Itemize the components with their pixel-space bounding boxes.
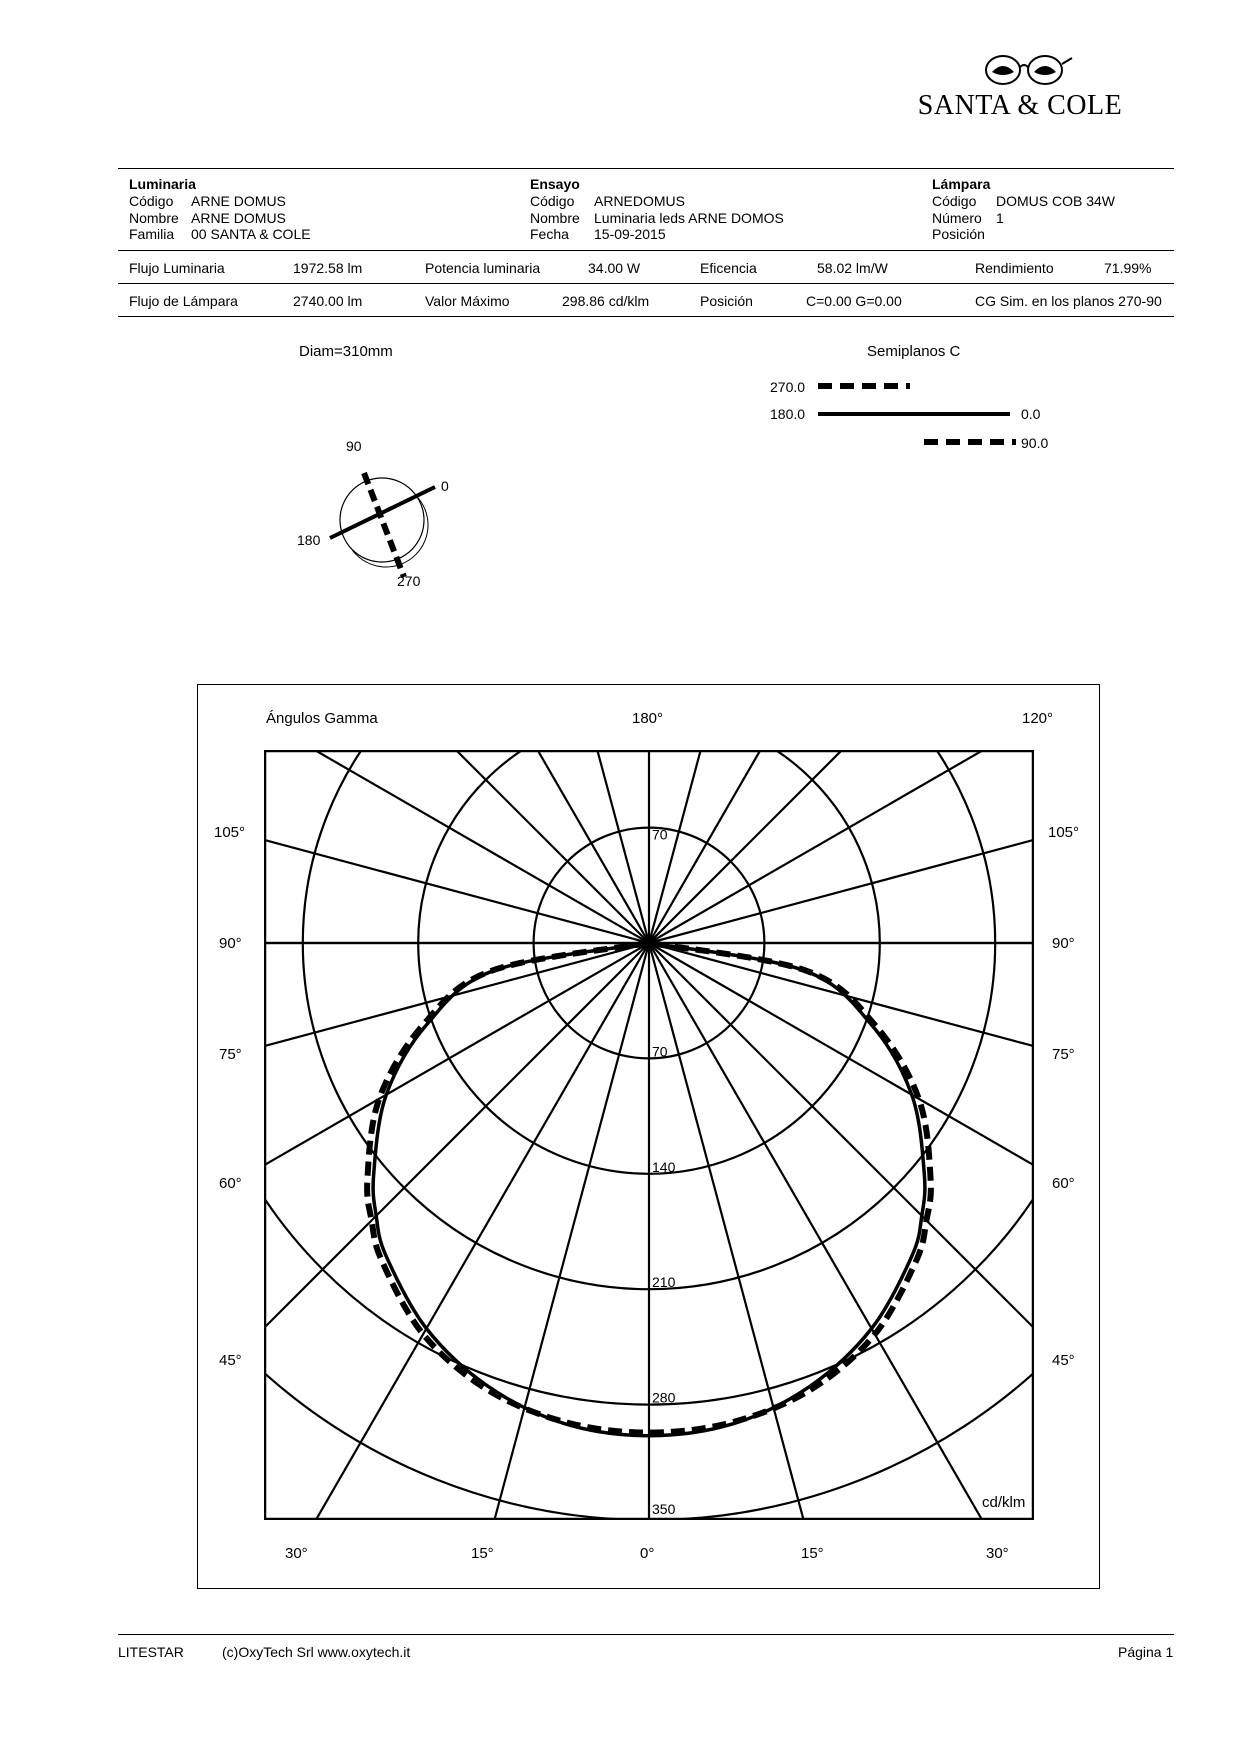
footer-page: Página 1: [1118, 1644, 1174, 1660]
rendimiento-value: 71.99%: [1104, 260, 1152, 276]
header-rule-top: [118, 168, 1174, 169]
header-rule-bottom: [118, 316, 1174, 317]
ensayo-fecha-label: Fecha: [530, 226, 569, 242]
posicion-label: Posición: [700, 293, 753, 309]
luminaria-codigo: ARNE DOMUS: [191, 193, 286, 209]
radial-tick-label: 280: [652, 1389, 676, 1406]
simetria-text: CG Sim. en los planos 270-90: [975, 293, 1162, 309]
semiplanos-legend-lines: [810, 378, 1050, 448]
glasses-logo-icon: [900, 48, 1140, 93]
lampara-codigo-label: Código: [932, 193, 977, 209]
polar-grid: [264, 750, 1034, 1520]
mini-orientation-diagram: [290, 435, 490, 595]
ensayo-heading: Ensayo: [530, 176, 580, 192]
grid-spoke: [649, 750, 1034, 943]
legend-label-90: 90.0: [1021, 435, 1049, 451]
lampara-numero-label: Número: [932, 210, 982, 226]
angle-label-right-90: 90°: [1052, 935, 1075, 952]
diam-label: Diam=310mm: [299, 343, 393, 360]
header-rule-mid2: [118, 283, 1174, 284]
ensayo-nombre: Luminaria leds ARNE DOMOS: [594, 210, 784, 226]
angle-label-right-60: 60°: [1052, 1175, 1075, 1192]
footer-credit: (c)OxyTech Srl www.oxytech.it: [222, 1644, 411, 1660]
angle-label-left-45: 45°: [219, 1352, 242, 1369]
grid-spoke: [264, 943, 649, 1305]
angle-label-left-75: 75°: [219, 1046, 242, 1063]
brand-name: SANTA & COLE: [917, 90, 1123, 121]
lampara-numero: 1: [996, 210, 1004, 226]
radial-tick-label-upper: 70: [652, 826, 668, 843]
angle-label-left-60: 60°: [219, 1175, 242, 1192]
valor-maximo-label: Valor Máximo: [425, 293, 510, 309]
ensayo-codigo: ARNEDOMUS: [594, 193, 686, 209]
ensayo-codigo-label: Código: [530, 193, 575, 209]
grid-spoke: [649, 750, 1011, 943]
grid-spoke: [649, 750, 1034, 943]
angle-label-bottom-30-right: 30°: [986, 1545, 1009, 1562]
brand-logo: [900, 48, 1140, 128]
angle-label-bottom-0: 0°: [640, 1545, 655, 1562]
mini-circle: [340, 478, 424, 562]
flujo-luminaria-value: 1972.58 lm: [293, 260, 363, 276]
posicion-value: C=0.00 G=0.00: [806, 293, 902, 309]
angle-label-left-90: 90°: [219, 935, 242, 952]
flujo-luminaria-label: Flujo Luminaria: [129, 260, 225, 276]
grid-spoke: [264, 750, 649, 943]
lampara-codigo: DOMUS COB 34W: [996, 193, 1116, 209]
footer-app: LITESTAR: [118, 1644, 184, 1660]
ensayo-nombre-label: Nombre: [530, 210, 580, 226]
grid-spoke: [287, 943, 649, 1520]
eficiencia-value: 58.02 lm/W: [817, 260, 888, 276]
grid-spoke: [264, 750, 649, 943]
mini-label-0: 0: [441, 478, 449, 494]
eficiencia-label: Eficencia: [700, 260, 757, 276]
semiplanos-title: Semiplanos C: [867, 343, 961, 360]
luminaria-nombre-label: Nombre: [129, 210, 179, 226]
angle-label-bottom-15-right: 15°: [801, 1545, 824, 1562]
luminaria-familia-label: Familia: [129, 226, 175, 242]
grid-spoke: [649, 750, 1034, 943]
flujo-lampara-label: Flujo de Lámpara: [129, 293, 238, 309]
angle-label-left-105: 105°: [214, 824, 246, 841]
luminaria-codigo-label: Código: [129, 193, 174, 209]
legend-label-270: 270.0: [770, 379, 806, 395]
footer-rule: [118, 1634, 1174, 1635]
radial-tick-label: 210: [652, 1274, 676, 1291]
chart-title: Ángulos Gamma: [266, 710, 378, 727]
angle-label-top-120: 120°: [1022, 710, 1054, 727]
lampara-heading: Lámpara: [932, 176, 991, 192]
mini-label-90: 90: [346, 438, 362, 454]
ensayo-fecha: 15-09-2015: [594, 226, 666, 242]
angle-label-bottom-30-left: 30°: [285, 1545, 308, 1562]
potencia-value: 34.00 W: [588, 260, 641, 276]
angle-label-top-180: 180°: [632, 710, 664, 727]
legend-label-180: 180.0: [770, 406, 806, 422]
angle-label-right-105: 105°: [1048, 824, 1080, 841]
radial-tick-label: 350: [652, 1501, 676, 1517]
polar-plot: [264, 750, 1034, 1520]
mini-label-270: 270: [397, 573, 421, 589]
angle-label-right-45: 45°: [1052, 1352, 1075, 1369]
luminaria-nombre: ARNE DOMUS: [191, 210, 286, 226]
angle-label-bottom-15-left: 15°: [471, 1545, 494, 1562]
grid-spoke: [649, 943, 1011, 1520]
grid-spoke: [264, 750, 649, 943]
grid-spoke: [287, 750, 649, 943]
potencia-label: Potencia luminaria: [425, 260, 541, 276]
grid-spoke: [649, 943, 1034, 1305]
grid-spoke: [649, 750, 1034, 943]
valor-maximo-value: 298.86 cd/klm: [562, 293, 650, 309]
grid-spoke: [264, 750, 649, 943]
rendimiento-label: Rendimiento: [975, 260, 1054, 276]
lampara-posicion-label: Posición: [932, 226, 985, 242]
radial-tick-label: 140: [652, 1158, 676, 1175]
angle-label-right-75: 75°: [1052, 1046, 1075, 1063]
chart-unit: cd/klm: [982, 1494, 1026, 1511]
luminaria-familia: 00 SANTA & COLE: [191, 226, 311, 242]
radial-tick-label: 70: [652, 1043, 668, 1060]
flujo-lampara-value: 2740.00 lm: [293, 293, 363, 309]
header-rule-mid1: [118, 250, 1174, 251]
mini-label-180: 180: [297, 532, 321, 548]
legend-label-0: 0.0: [1021, 406, 1041, 422]
luminaria-heading: Luminaria: [129, 176, 196, 192]
